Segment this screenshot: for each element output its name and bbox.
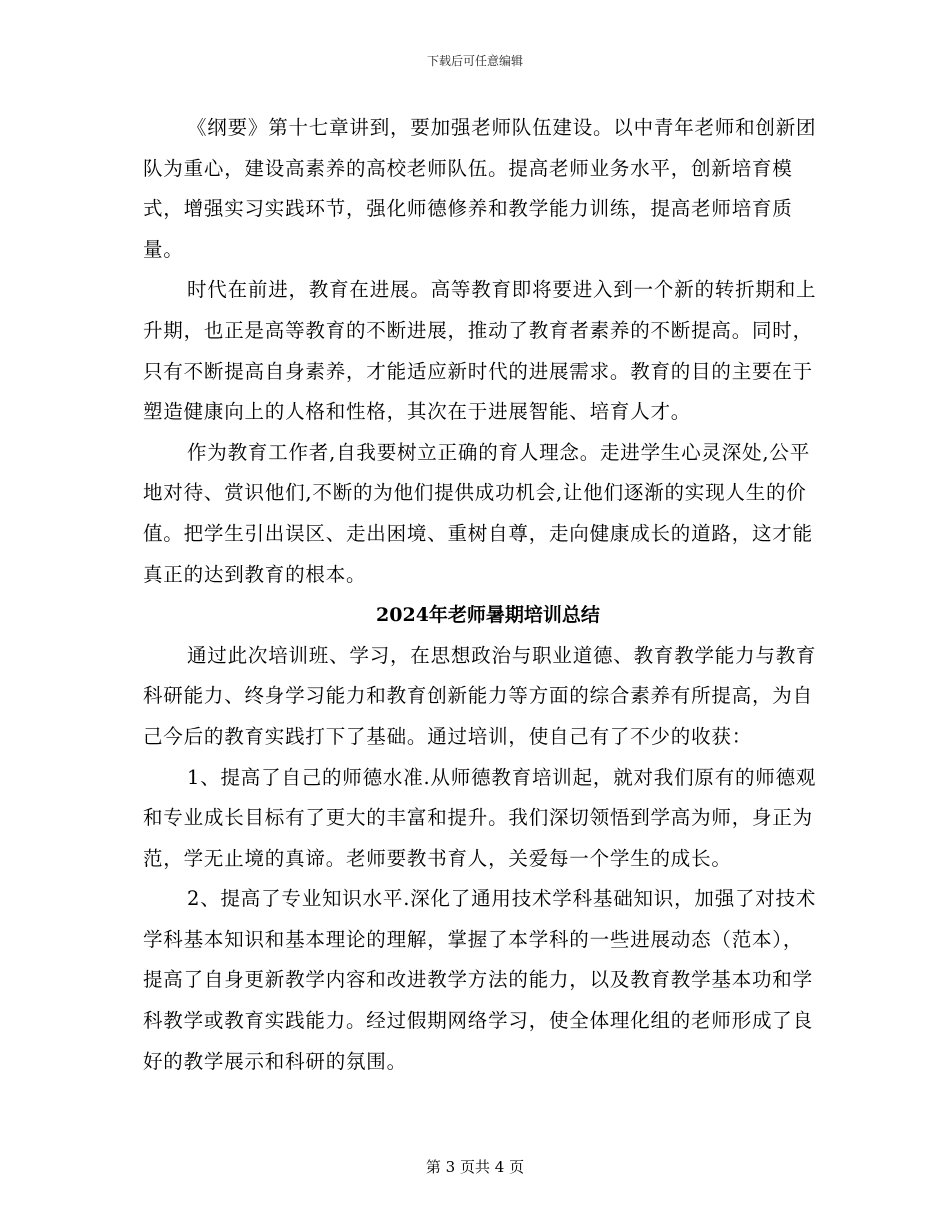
document-body xyxy=(143,108,823,1082)
page-header: 下载后可任意编辑 xyxy=(426,54,523,68)
paragraph-training-intro: 通过此次培训班、学习，在思想政治与职业道德、教育教学能力与教育科研能力、终身学习能力和教育创新能力等方面的综合素养有所提高，为自己今后的教育实践打下了基础。通过培训，使自己有了不少的收获： xyxy=(143,643,817,748)
paragraph-gain-ethics: 1、提高了自己的师德水准.从师德教育培训起，就对我们原有的师德观和专业成长目标有了更大的丰富和提升。我们深切领悟到学高为师，身正为范，学无止境的真谛。老师要教书育人，关爱每一个学生的成长。 xyxy=(143,765,817,870)
paragraph-era-progress: 时代在前进，教育在进展。高等教育即将要进入到一个新的转折期和上升期，也正是高等教育的不断进展，推动了教育者素养的不断提高。同时，只有不断提高自身素养，才能适应新时代的进展需求。教育的目的主要在于塑造健康向上的人格和性格，其次在于进展智能、培育人才。 xyxy=(143,278,817,424)
document-title: 2024年老师暑期培训总结 xyxy=(376,604,600,627)
paragraph-gain-knowledge: 2、提高了专业知识水平.深化了通用技术学科基础知识，加强了对技术学科基本知识和基本理论的理解，掌握了本学科的一些进展动态（范本），提高了自身更新教学内容和改进教学方法的能力，以及教育教学基本功和学科教学或教育实践能力。经过假期网络学习，使全体理化组的老师形成了良好的教学展示和科研的氛围。 xyxy=(143,887,817,1073)
paragraph-educator-philosophy: 作为教育工作者,自我要树立正确的育人理念。走进学生心灵深处,公平地对待、赏识他们,不断的为他们提供成功机会,让他们逐渐的实现人生的价值。把学生引出误区、走出困境、重树自尊，走向健康成长的道路，这才能真正的达到教育的根本。 xyxy=(143,440,813,586)
page-number: 第 3 页共 4 页 xyxy=(425,1158,525,1176)
paragraph-outline-chapter: 《纲要》第十七章讲到，要加强老师队伍建设。以中青年老师和创新团队为重心，建设高素养的高校老师队伍。提高老师业务水平，创新培育模式，增强实习实践环节，强化师德修养和教学能力训练，提高老师培育质量。 xyxy=(143,116,817,261)
